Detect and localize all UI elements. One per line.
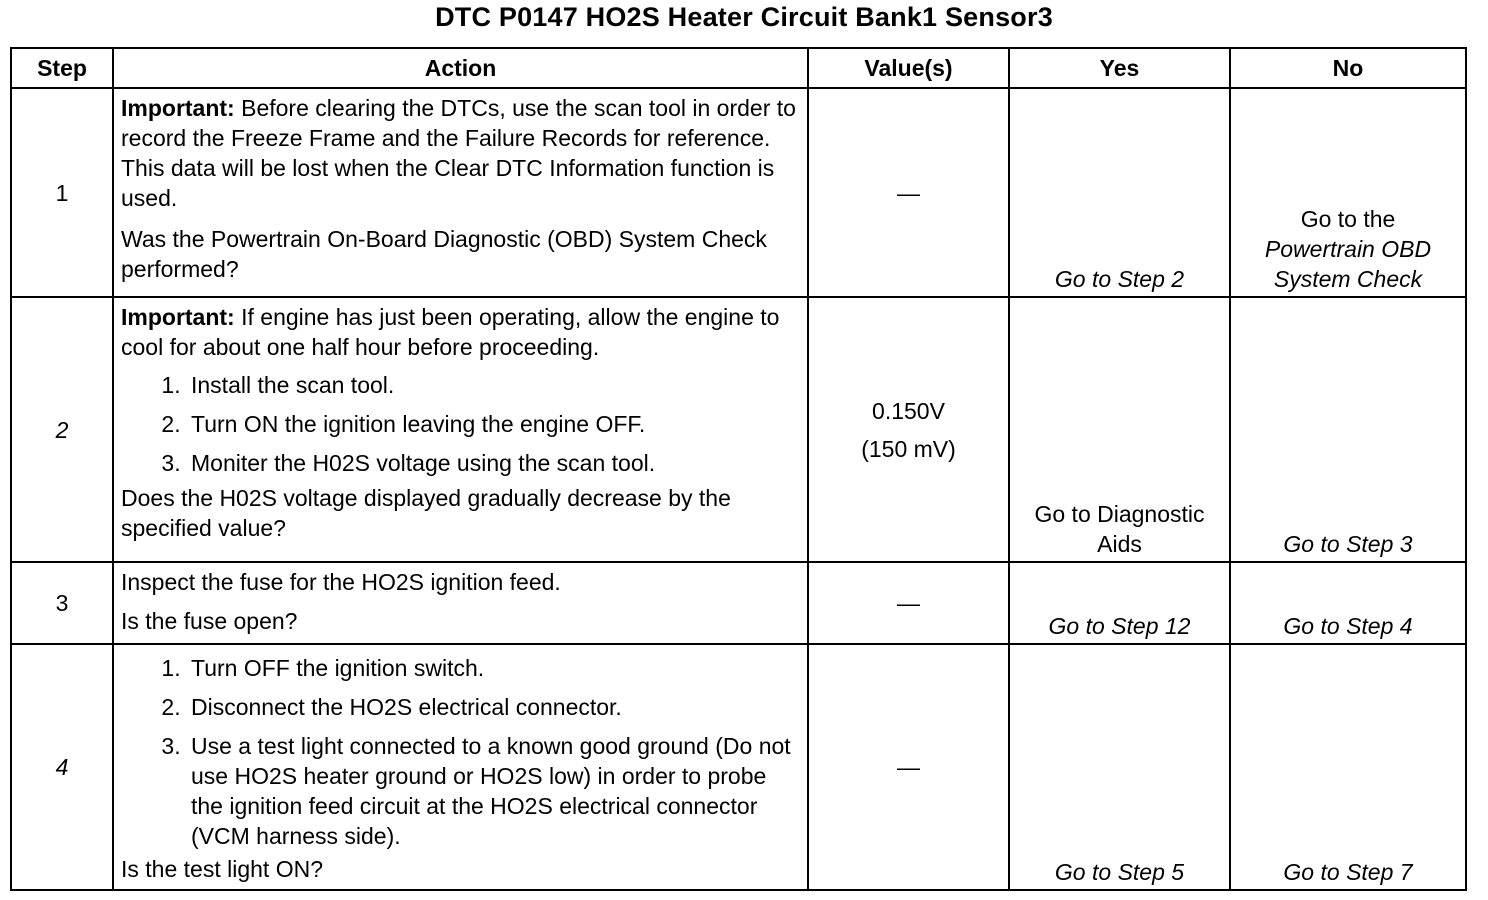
no-link: Powertrain OBD System Check [1264,236,1432,292]
action-question: Is the test light ON? [121,856,323,882]
action-text: Inspect the fuse for the HO2S ignition feed. [121,569,561,595]
action-cell [113,297,808,562]
page-title: DTC P0147 HO2S Heater Circuit Bank1 Sensor3 [435,2,1053,32]
list-item: 2. Turn ON the ignition leaving the engine OFF. [187,409,801,439]
no-link: Go to Step 3 [1283,531,1413,557]
diagnostic-table [10,47,1467,891]
header-action: Action [113,48,808,88]
list-item: 1. Turn OFF the ignition switch. [187,653,801,683]
action-question: Does the H02S voltage displayed gradually decrease by the specified value? [121,485,731,541]
step-number: 2 [11,297,113,562]
important-label: Important: [121,95,235,121]
step-number: 1 [11,88,113,297]
no-link: Go to Step 7 [1283,859,1413,885]
value-cell [808,562,1009,644]
important-note [121,302,801,362]
no-cell [1230,562,1466,644]
yes-link: Go to Step 2 [1054,266,1185,292]
list-item: 2. Disconnect the HO2S electrical connector. [187,692,801,722]
no-text: Go to the [1300,206,1396,232]
important-text: Before clearing the DTCs, use the scan tool in order to record the Freeze Frame and the Failure Records for reference. This data will be lost when the Clear DTC Information function is used. [121,95,796,211]
header-no: No [1230,48,1466,88]
value-cell [808,297,1009,562]
action-cell [113,88,808,297]
action-cell [113,562,808,644]
list-item: 3. Use a test light connected to a known good ground (Do not use HO2S heater ground or HO2S low) in order to probe the ignition feed circuit at the HO2S electrical connector (VCM harness side). [187,731,801,851]
important-text: If engine has just been operating, allow the engine to cool for about one half hour before proceeding. [121,304,780,360]
yes-cell [1009,644,1230,890]
table-row [11,562,1466,644]
yes-cell [1009,297,1230,562]
yes-link: Go to Step 12 [1048,613,1191,639]
value-millivolts: (150 mV) [861,435,956,462]
yes-cell [1009,88,1230,297]
table-row [11,88,1466,297]
no-cell [1230,644,1466,890]
list-item: 3. Moniter the H02S voltage using the scan tool. [187,448,801,478]
step-number: 4 [11,644,113,890]
action-cell [113,644,808,890]
important-note [121,93,801,213]
value-dash: — [897,754,920,780]
list-item: 1. Install the scan tool. [187,370,801,400]
header-yes: Yes [1009,48,1230,88]
step-number: 3 [11,562,113,644]
value-cell [808,644,1009,890]
no-cell [1230,88,1466,297]
action-question: Is the fuse open? [121,608,298,634]
substep-list [121,370,801,478]
substep-list [121,653,801,851]
yes-link: Go to Diagnostic Aids [1034,501,1205,557]
value-dash: — [897,179,920,206]
no-link: Go to Step 4 [1283,613,1413,639]
table-row [11,297,1466,562]
important-label: Important: [121,304,235,330]
action-question: Was the Powertrain On-Board Diagnostic (OBD) System Check performed? [121,226,767,282]
header-values: Value(s) [808,48,1009,88]
value-cell [808,88,1009,297]
no-cell [1230,297,1466,562]
table-row [11,644,1466,890]
yes-cell [1009,562,1230,644]
yes-link: Go to Step 5 [1054,859,1185,885]
header-row [11,48,1466,88]
value-dash: — [897,590,920,616]
header-step: Step [11,48,113,88]
value-volts: 0.150V [872,397,945,424]
